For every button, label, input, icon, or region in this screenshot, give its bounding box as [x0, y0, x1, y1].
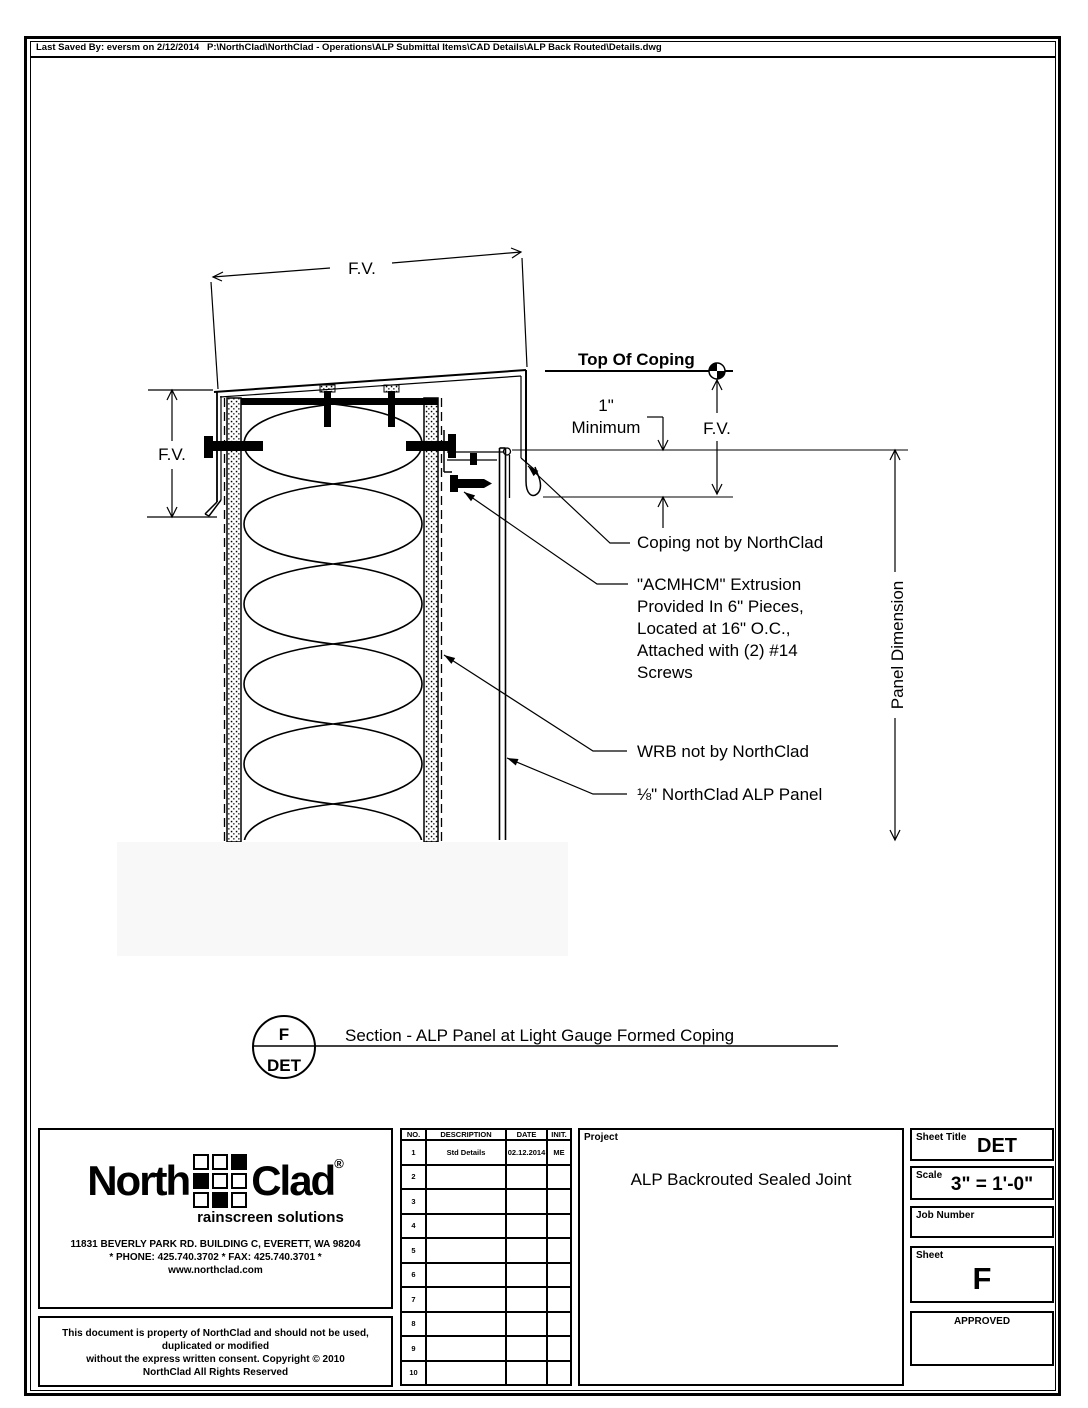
callout-wrb: WRB not by NorthClad — [637, 742, 809, 761]
alp-panel — [500, 448, 506, 840]
revision-col-description: DESCRIPTION — [426, 1129, 506, 1140]
sheet-title-value: DET — [977, 1135, 1017, 1157]
callout-extrusion-line4: Attached with (2) #14 — [637, 641, 798, 660]
revision-row — [401, 1189, 571, 1214]
revision-cell-date: 02.12.2014 — [506, 1140, 547, 1165]
approved-box — [910, 1311, 1054, 1366]
revision-cell-date — [506, 1214, 547, 1239]
revision-cell-date — [506, 1165, 547, 1190]
callout-extrusion-line2: Provided In 6" Pieces, — [637, 597, 804, 616]
project-name: ALP Backrouted Sealed Joint — [630, 1170, 852, 1189]
file-path-text: P:\NorthClad\NorthClad - Operations\ALP Submittal Items\CAD Details\ALP Back Routed\Details.dwg — [207, 42, 662, 53]
company-website: www.northclad.com — [168, 1265, 263, 1276]
scale-label: Scale — [916, 1170, 943, 1181]
dim-min-label-1: 1" — [598, 396, 614, 415]
revision-cell-init — [547, 1238, 571, 1263]
revision-cell-no: 9 — [401, 1336, 426, 1361]
revision-cell-init — [547, 1189, 571, 1214]
sheet-box — [910, 1246, 1054, 1303]
company-address: 11831 BEVERLY PARK RD. BUILDING C, EVERETT, WA 98204 — [70, 1239, 361, 1250]
dim-fv-top-label: F.V. — [348, 259, 376, 278]
disclaimer-line1: This document is property of NorthClad and should not be used, duplicated or modified — [62, 1328, 369, 1352]
revision-cell-description — [426, 1336, 506, 1361]
revision-cell-date — [506, 1361, 547, 1386]
last-saved-text: Last Saved By: eversm on 2/12/2014 — [36, 42, 200, 53]
revision-header-row — [401, 1129, 571, 1140]
revision-row — [401, 1140, 571, 1165]
project-label: Project — [584, 1132, 618, 1143]
logo-grid-square — [212, 1173, 228, 1189]
logo-grid-square — [193, 1154, 209, 1170]
logo-grid-square — [193, 1173, 209, 1189]
revision-cell-date — [506, 1238, 547, 1263]
revision-cell-date — [506, 1263, 547, 1288]
dim-min-label-2: Minimum — [571, 418, 641, 437]
revision-cell-description — [426, 1312, 506, 1337]
project-box — [578, 1128, 904, 1386]
revision-row — [401, 1238, 571, 1263]
sheet-label: Sheet — [916, 1250, 944, 1261]
job-number-box — [910, 1206, 1054, 1238]
logo-grid-square — [231, 1192, 247, 1208]
scale-box — [910, 1166, 1054, 1200]
logo-box — [38, 1128, 393, 1309]
revision-cell-init — [547, 1361, 571, 1386]
revision-col-no: NO. — [401, 1129, 426, 1140]
revision-cell-no: 5 — [401, 1238, 426, 1263]
revision-col-date: DATE — [506, 1129, 547, 1140]
revision-rows — [401, 1140, 571, 1385]
revision-row — [401, 1287, 571, 1312]
revision-cell-init — [547, 1165, 571, 1190]
masked-region — [117, 842, 568, 956]
callout-panel: ⅛" NorthClad ALP Panel — [637, 785, 823, 804]
revision-cell-date — [506, 1336, 547, 1361]
logo-word-clad: Clad — [251, 1157, 335, 1204]
revision-cell-date — [506, 1189, 547, 1214]
dim-fv-right-label: F.V. — [703, 419, 731, 438]
revision-row — [401, 1263, 571, 1288]
logo-grid-icon — [193, 1154, 247, 1208]
dim-fv-left-label: F.V. — [158, 445, 186, 464]
approved-label: APPROVED — [953, 1316, 1011, 1327]
northclad-logo — [87, 1154, 344, 1226]
company-phone-fax: * PHONE: 425.740.3702 * FAX: 425.740.3701 * — [109, 1252, 322, 1263]
section-title: Section - ALP Panel at Light Gauge Formed Coping — [345, 1026, 735, 1045]
batt-insulation — [242, 404, 424, 840]
datum-target-icon — [709, 363, 725, 379]
revision-col-init: INIT. — [547, 1129, 571, 1140]
sheet-title-label: Sheet Title — [916, 1132, 967, 1143]
revision-cell-date — [506, 1287, 547, 1312]
callout-extrusion-line5: Screws — [637, 663, 693, 682]
revision-cell-no: 1 — [401, 1140, 426, 1165]
revision-table — [400, 1128, 570, 1386]
logo-tagline: rainscreen solutions — [197, 1209, 344, 1226]
logo-grid-square — [193, 1192, 209, 1208]
dim-panel-dimension-label: Panel Dimension — [888, 580, 907, 710]
sheet-title-box — [910, 1128, 1054, 1161]
callout-extrusion-line1: "ACMHCM" Extrusion — [637, 575, 802, 594]
revision-cell-init — [547, 1312, 571, 1337]
revision-row — [401, 1214, 571, 1239]
revision-cell-no: 6 — [401, 1263, 426, 1288]
revision-cell-description: Std Details — [426, 1140, 506, 1165]
revision-cell-date — [506, 1312, 547, 1337]
revision-cell-init — [547, 1214, 571, 1239]
job-number-label: Job Number — [916, 1210, 975, 1221]
registered-mark: ® — [334, 1156, 344, 1171]
revision-cell-description — [426, 1189, 506, 1214]
revision-cell-description — [426, 1238, 506, 1263]
logo-grid-square — [231, 1154, 247, 1170]
revision-cell-init — [547, 1263, 571, 1288]
logo-grid-square — [231, 1173, 247, 1189]
top-of-coping-label: Top Of Coping — [578, 350, 695, 369]
revision-cell-description — [426, 1165, 506, 1190]
revision-cell-no: 7 — [401, 1287, 426, 1312]
revision-cell-description — [426, 1214, 506, 1239]
revision-row — [401, 1165, 571, 1190]
revision-cell-init — [547, 1336, 571, 1361]
revision-cell-no: 3 — [401, 1189, 426, 1214]
revision-row — [401, 1312, 571, 1337]
dim-one-inch-min — [647, 417, 668, 528]
revision-cell-init — [547, 1287, 571, 1312]
logo-word-north: North — [87, 1157, 190, 1204]
revision-cell-description — [426, 1361, 506, 1386]
disclaimer-box — [38, 1316, 393, 1387]
revision-cell-no: 2 — [401, 1165, 426, 1190]
revision-cell-description — [426, 1287, 506, 1312]
callout-extrusion-line3: Located at 16" O.C., — [637, 619, 791, 638]
detail-letter: F — [278, 1025, 290, 1044]
revision-cell-init: ME — [547, 1140, 571, 1165]
revision-cell-no: 4 — [401, 1214, 426, 1239]
leader-lines — [444, 466, 630, 794]
logo-grid-square — [212, 1192, 228, 1208]
revision-cell-description — [426, 1263, 506, 1288]
logo-grid-square — [212, 1154, 228, 1170]
revision-cell-no: 10 — [401, 1361, 426, 1386]
sheet-value: F — [972, 1261, 992, 1296]
revision-row — [401, 1336, 571, 1361]
scale-value: 3" = 1'-0" — [950, 1174, 1034, 1195]
detail-label: DET — [267, 1056, 301, 1075]
disclaimer-line3: NorthClad All Rights Reserved — [142, 1367, 289, 1378]
callout-coping: Coping not by NorthClad — [637, 533, 824, 552]
revision-row — [401, 1361, 571, 1386]
disclaimer-line2: without the express written consent. Copyright © 2010 — [86, 1354, 345, 1365]
revision-cell-no: 8 — [401, 1312, 426, 1337]
